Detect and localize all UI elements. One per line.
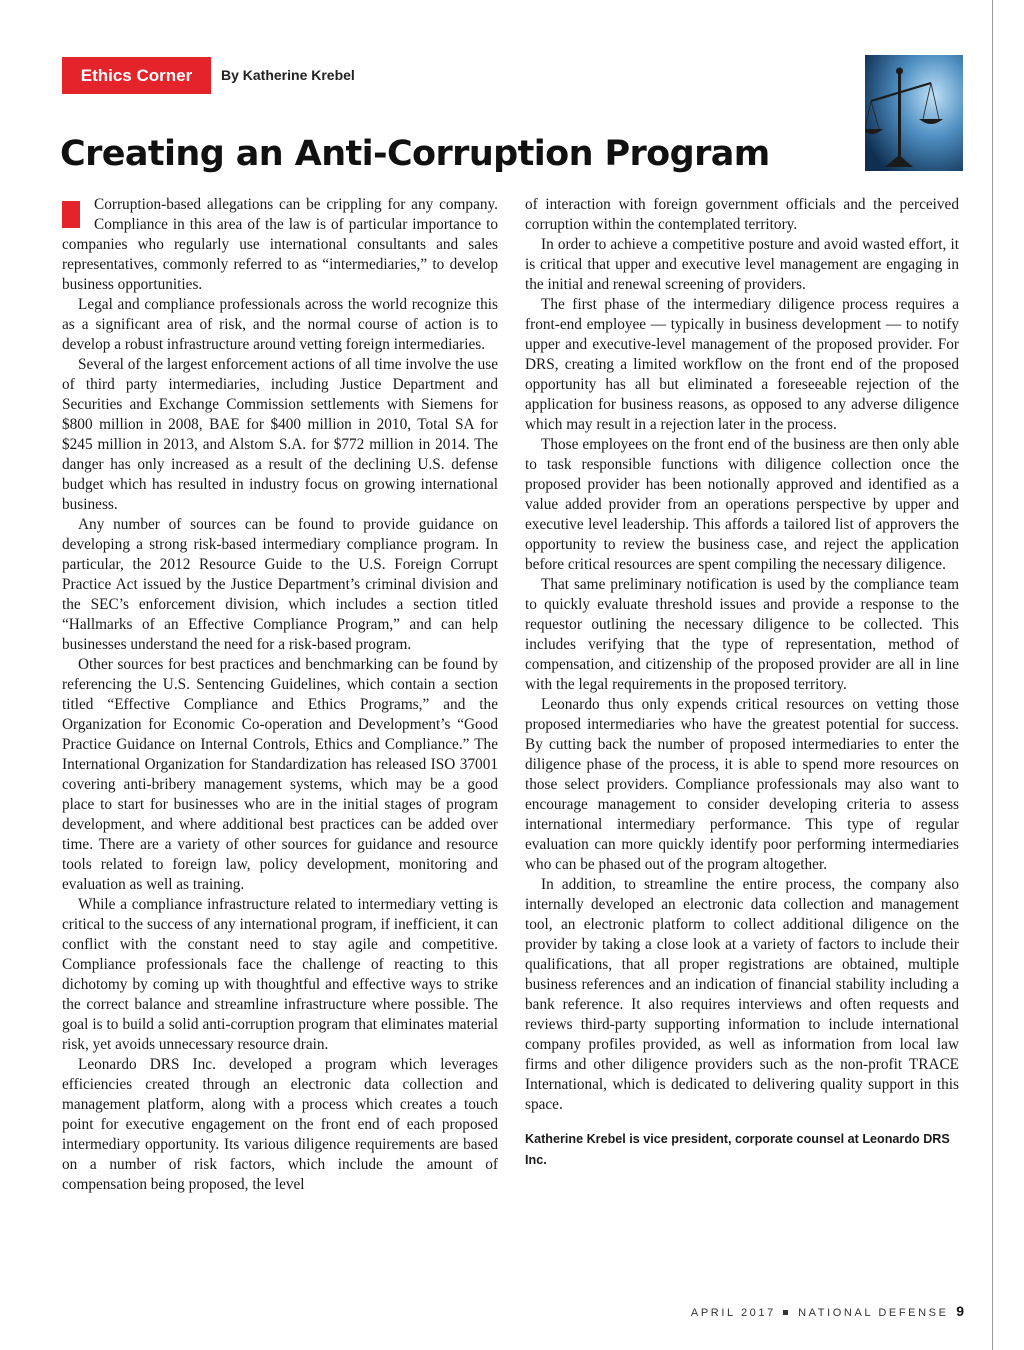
page-number: 9: [956, 1303, 964, 1319]
scales-of-justice-photo: [865, 55, 963, 171]
footer-magazine-name: NATIONAL DEFENSE: [798, 1307, 949, 1319]
left-text-column: [62, 195, 498, 1195]
article-headline: Creating an Anti-Corruption Program: [60, 134, 770, 174]
drop-cap-box: [62, 201, 80, 228]
paragraph: In order to achieve a competitive posture and avoid wasted effort, it is critical that upper and executive level management are engaging in the initial and renewal screening of providers.: [525, 236, 959, 293]
page-edge-divider: [992, 0, 993, 1350]
paragraph: Those employees on the front end of the business are then only able to task responsible functions with diligence collection once the proposed provider has been notionally approved and identified as a value added provider from an operations perspective by upper and executive level leadership. This affords a tailored list of approvers the opportunity to review the business case, and reject the application before critical resources are spent compiling the necessary diligence.: [525, 436, 959, 573]
paragraph: Other sources for best practices and benchmarking can be found by referencing the U.S. Sentencing Guidelines, which contain a section titled “Effective Compliance and Ethics Programs,” and the Organization for Economic Co-operation and Development’s “Good Practice Guidance on Internal Controls, Ethics and Compliance.” The International Organization for Standardization has released ISO 37001 covering anti-bribery management systems, which may be a good place to start for businesses who are in the initial stages of program development, and where additional best practices can be added over time. There are a variety of other sources for guidance and resource tools related to foreign law, policy development, monitoring and evaluation as well as training.: [62, 656, 498, 893]
paragraph-intro: Corruption-based allegations can be crippling for any company. Compliance in this area of the law is of particular importance to companies who regularly use international consultants and sales representatives, commonly referred to as “intermediaries,” to develop business opportunities.: [62, 196, 498, 293]
page-footer: [691, 1303, 964, 1319]
paragraph: While a compliance infrastructure related to intermediary vetting is critical to the success of any international program, if inefficient, it can conflict with the constant need to stay agile and competitive. Compliance professionals face the challenge of reacting to this dichotomy by coming up with thoughtful and effective ways to strike the correct balance and streamline infrastructure where possible. The goal is to build a solid anti-corruption program that eliminates material risk, yet avoids unnecessary resource drain.: [62, 896, 498, 1053]
paragraph: The first phase of the intermediary diligence process requires a front-end employee — typically in business development — to notify upper and executive-level management of the proposed provider. For DRS, creating a limited workflow on the front end of the proposed opportunity has all but eliminated a foreseeable rejection of the application for business reasons, as opposed to any adverse diligence which may result in a rejection later in the process.: [525, 296, 959, 433]
right-text-column: [525, 195, 959, 1171]
paragraph: Legal and compliance professionals across the world recognize this as a significant area of risk, and the normal course of action is to develop a robust infrastructure around vetting foreign intermediaries.: [62, 296, 498, 353]
section-label-banner: Ethics Corner: [62, 57, 211, 94]
paragraph: Leonardo DRS Inc. developed a program which leverages efficiencies created through an electronic data collection and management platform, along with a process which creates a touch point for executive engagement on the front end of each proposed intermediary opportunity. Its various diligence requirements are based on a number of risk factors, which include the amount of compensation being proposed, the level: [62, 1056, 498, 1193]
author-bio: Katherine Krebel is vice president, corporate counsel at Leonardo DRS Inc.: [525, 1132, 950, 1167]
paragraph: Leonardo thus only expends critical resources on vetting those proposed intermediaries who have the greatest potential for success. By cutting back the number of proposed intermediaries to enter the diligence phase of the process, it is able to spend more resources on those select providers. Compliance professionals may also want to encourage management to consider developing criteria to assess international intermediary performance. This type of regular evaluation can more quickly identify poor performing intermediaries who can be phased out of the program altogether.: [525, 696, 959, 873]
paragraph: Several of the largest enforcement actions of all time involve the use of third party intermediaries, including Justice Department and Securities and Exchange Commission settlements with Siemens for $800 million in 2008, BAE for $400 million in 2010, Total SA for $245 million in 2013, and Alstom S.A. for $772 million in 2014. The danger has only increased as a result of the declining U.S. defense budget which has resulted in industry focus on growing international business.: [62, 356, 498, 513]
paragraph: That same preliminary notification is used by the compliance team to quickly evaluate threshold issues and provide a response to the requestor outlining the necessary diligence to be collected. This includes verifying that the type of representation, method of compensation, and citizenship of the proposed provider are all in line with the legal requirements in the proposed territory.: [525, 576, 959, 693]
byline: By Katherine Krebel: [221, 67, 355, 83]
paragraph-continued: of interaction with foreign government officials and the perceived corruption within the contemplated territory.: [525, 196, 959, 233]
footer-date: APRIL 2017: [690, 1307, 776, 1319]
paragraph: Any number of sources can be found to provide guidance on developing a strong risk-based intermediary compliance program. In particular, the 2012 Resource Guide to the U.S. Foreign Corrupt Practice Act issued by the Justice Department’s criminal division and the SEC’s enforcement division, which includes a section titled “Hallmarks of an Effective Compliance Program,” and can help businesses understand the need for a risk-based program.: [62, 516, 498, 653]
paragraph: In addition, to streamline the entire process, the company also internally developed an electronic data collection and management tool, an electronic platform to collect additional diligence on the provider by taking a close look at a variety of factors to include their qualifications, that all proper registrations are obtained, multiple business references and an indication of financial stability including a bank reference. It also requires interviews and often requests and reviews third-party supporting information to include international company profiles provided, as well as information from local law firms and other diligence providers such as the non-profit TRACE International, which is dedicated to delivering quality support in this space.: [525, 876, 959, 1113]
footer-separator: [783, 1310, 788, 1315]
